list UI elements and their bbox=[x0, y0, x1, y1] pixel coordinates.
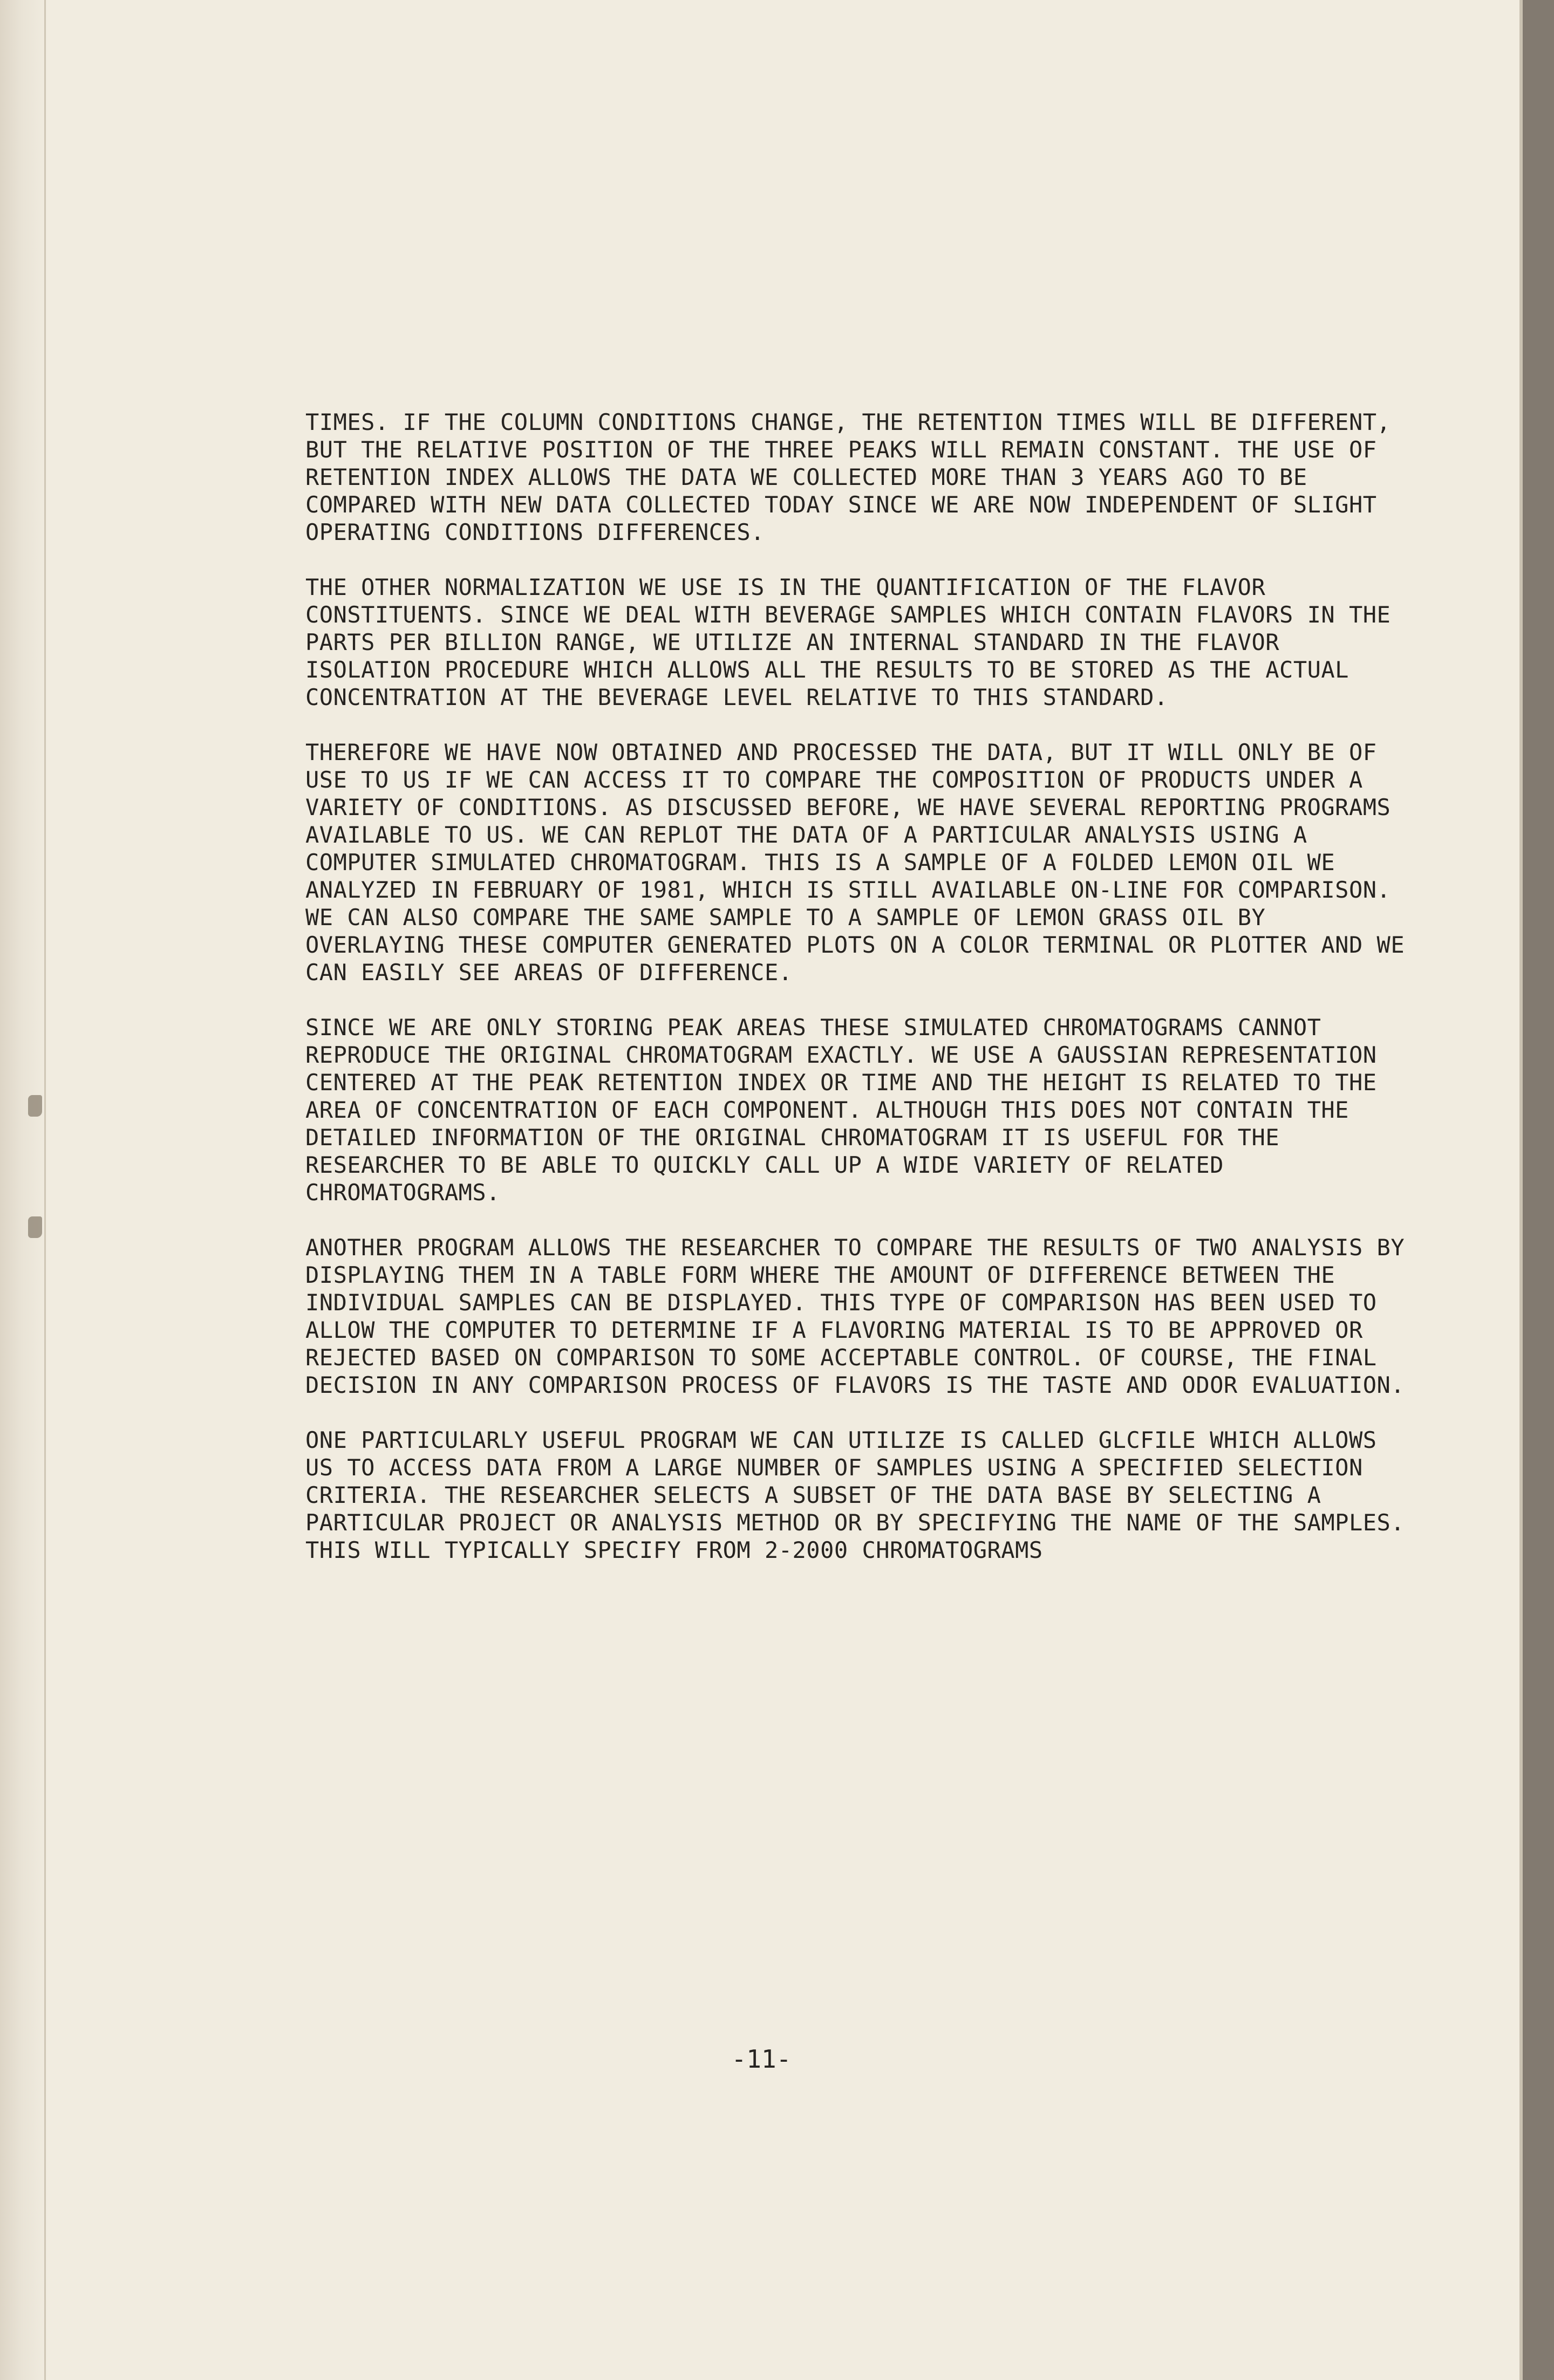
paragraph-comparison-program: ANOTHER PROGRAM ALLOWS THE RESEARCHER TO COMPARE THE RESULTS OF TWO ANALYSIS BY DISPLAYING THEM IN A TABLE FORM WHERE THE AMOUNT OF DIFFERENCE BETWEEN THE INDIVIDUAL SAMPLES CAN BE DISPLAYED. THIS TYPE OF COMPARISON HAS BEEN USED TO ALLOW THE COMPUTER TO DETERMINE IF A FLAVORING MATERIAL IS TO BE APPROVED OR REJECTED BASED ON COMPARISON TO SOME ACCEPTABLE CONTROL. OF COURSE, THE FINAL DECISION IN ANY COMPARISON PROCESS OF FLAVORS IS THE TASTE AND ODOR EVALUATION. bbox=[305, 1234, 1405, 1398]
paragraph-normalization: THE OTHER NORMALIZATION WE USE IS IN THE QUANTIFICATION OF THE FLAVOR CONSTITUENTS. SINCE WE DEAL WITH BEVERAGE SAMPLES WHICH CONTAIN FLAVORS IN THE PARTS PER BILLION RANGE, WE UTILIZE AN INTERNAL STANDARD IN THE FLAVOR ISOLATION PROCEDURE WHICH ALLOWS ALL THE RESULTS TO BE STORED AS THE ACTUAL CONCENTRATION AT THE BEVERAGE LEVEL RELATIVE TO THIS STANDARD. bbox=[305, 574, 1391, 710]
paragraph-simulated-chromatograms: SINCE WE ARE ONLY STORING PEAK AREAS THESE SIMULATED CHROMATOGRAMS CANNOT REPRODUCE THE ORIGINAL CHROMATOGRAM EXACTLY. WE USE A GAUSSIAN REPRESENTATION CENTERED AT THE PEAK RETENTION INDEX OR TIME AND THE HEIGHT IS RELATED TO THE AREA OF CONCENTRATION OF EACH COMPONENT. ALTHOUGH THIS DOES NOT CONTAIN THE DETAILED INFORMATION OF THE ORIGINAL CHROMATOGRAM IT IS USEFUL FOR THE RESEARCHER TO BE ABLE TO QUICKLY CALL UP A WIDE VARIETY OF RELATED CHROMATOGRAMS. bbox=[305, 1014, 1377, 1206]
binding-gutter bbox=[0, 0, 49, 2380]
paragraph-glcfile: ONE PARTICULARLY USEFUL PROGRAM WE CAN UTILIZE IS CALLED GLCFILE WHICH ALLOWS US TO ACCESS DATA FROM A LARGE NUMBER OF SAMPLES USING A SPECIFIED SELECTION CRITERIA. THE RESEARCHER SELECTS A SUBSET OF THE DATA BASE BY SELECTING A PARTICULAR PROJECT OR ANALYSIS METHOD OR BY SPECIFYING THE NAME OF THE SAMPLES. THIS WILL TYPICALLY SPECIFY FROM 2-2000 CHROMATOGRAMS bbox=[305, 1427, 1405, 1563]
staple-mark-bottom bbox=[28, 1216, 42, 1238]
paragraph-retention-times: TIMES. IF THE COLUMN CONDITIONS CHANGE, THE RETENTION TIMES WILL BE DIFFERENT, BUT THE RELATIVE POSITION OF THE THREE PEAKS WILL REMAIN CONSTANT. THE USE OF RETENTION INDEX ALLOWS THE DATA WE COLLECTED MORE THAN 3 YEARS AGO TO BE COMPARED WITH NEW DATA COLLECTED TODAY SINCE WE ARE NOW INDEPENDENT OF SLIGHT OPERATING CONDITIONS DIFFERENCES. bbox=[305, 409, 1391, 545]
staple-mark-top bbox=[28, 1095, 42, 1117]
paragraph-reporting-programs: THEREFORE WE HAVE NOW OBTAINED AND PROCESSED THE DATA, BUT IT WILL ONLY BE OF USE TO US IF WE CAN ACCESS IT TO COMPARE THE COMPOSITION OF PRODUCTS UNDER A VARIETY OF CONDITIONS. AS DISCUSSED BEFORE, WE HAVE SEVERAL REPORTING PROGRAMS AVAILABLE TO US. WE CAN REPLOT THE DATA OF A PARTICULAR ANALYSIS USING A COMPUTER SIMULATED CHROMATOGRAM. THIS IS A SAMPLE OF A FOLDED LEMON OIL WE ANALYZED IN FEBRUARY OF 1981, WHICH IS STILL AVAILABLE ON-LINE FOR COMPARISON. WE CAN ALSO COMPARE THE SAME SAMPLE TO A SAMPLE OF LEMON GRASS OIL BY OVERLAYING THESE COMPUTER GENERATED PLOTS ON A COLOR TERMINAL OR PLOTTER AND WE CAN EASILY SEE AREAS OF DIFFERENCE. bbox=[305, 739, 1405, 986]
page-number: -11- bbox=[731, 2044, 792, 2074]
body-text bbox=[305, 408, 1406, 1591]
binding-fold-line bbox=[44, 0, 46, 2380]
